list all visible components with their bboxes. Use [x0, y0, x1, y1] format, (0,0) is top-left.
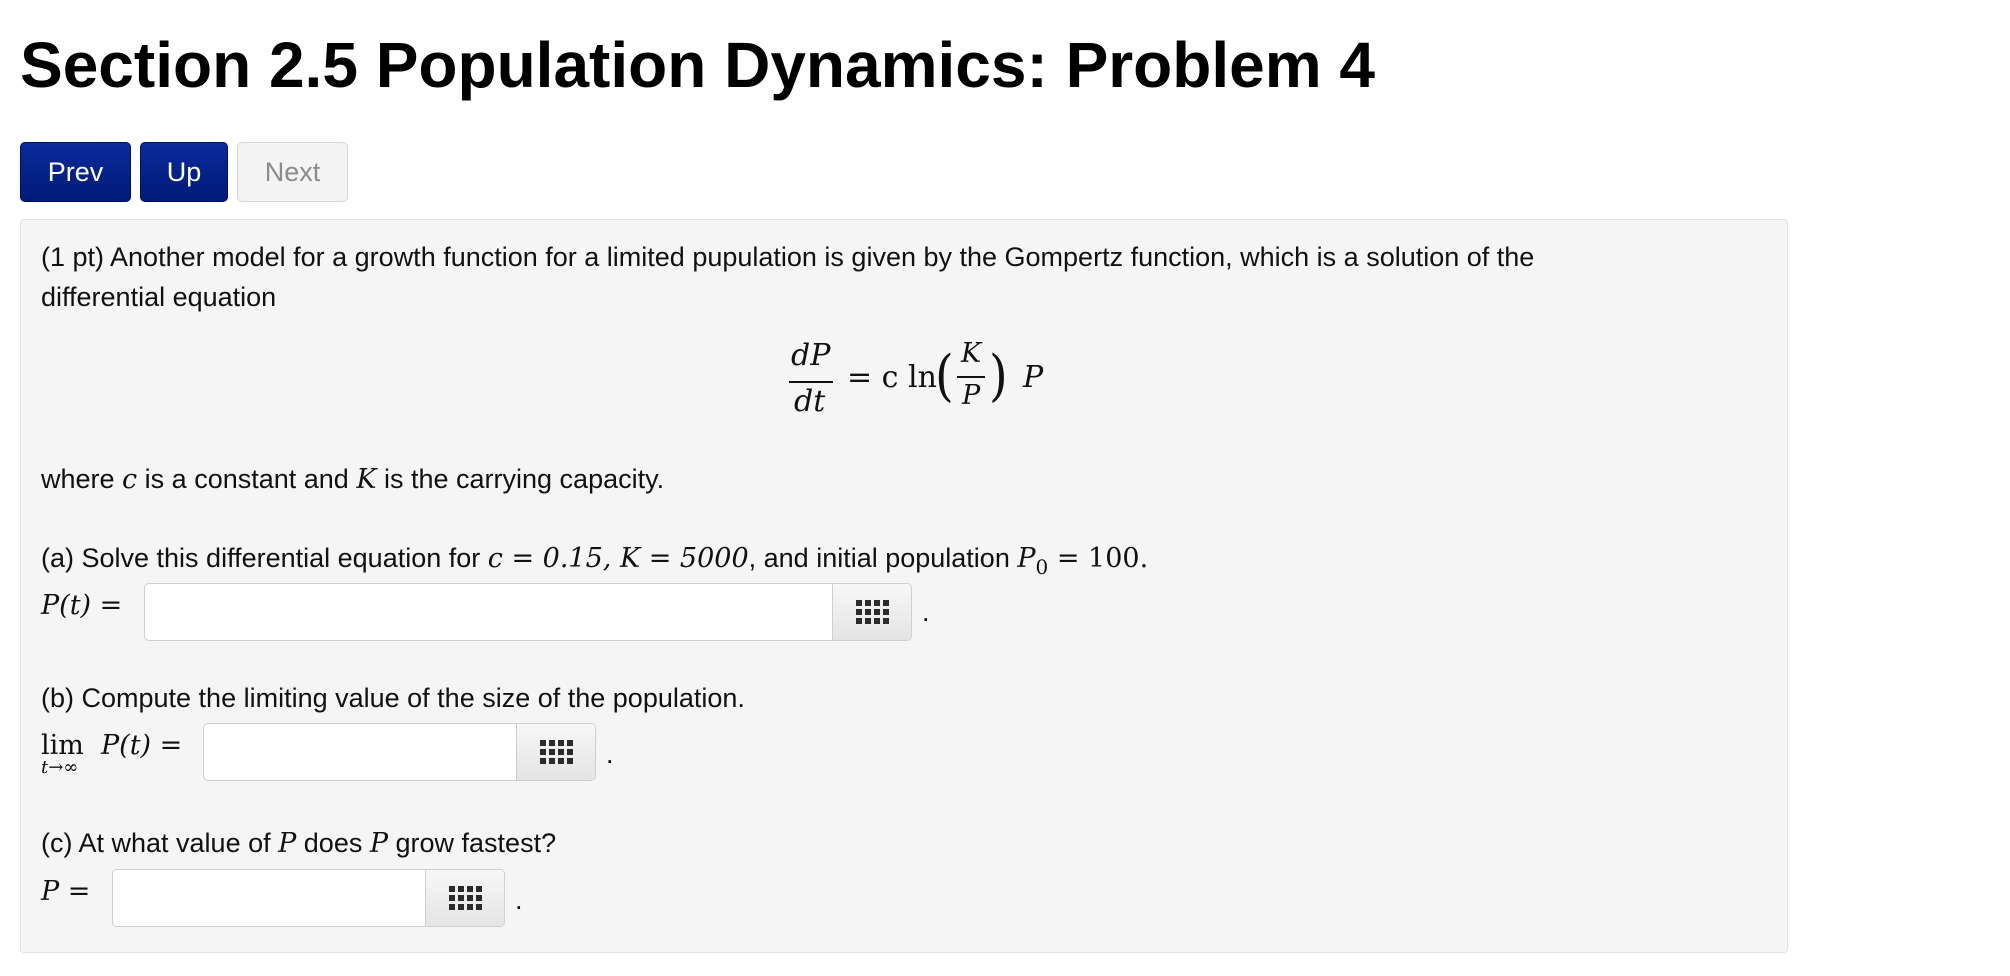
part-a-math-2: = 100. — [1048, 543, 1149, 574]
part-a-text-2: , and initial population — [748, 543, 1018, 573]
problem-intro-line-1: (1 pt) Another model for a growth function for a limited pupulation is given by the Gompertz function, which is a solution of the — [41, 242, 1535, 272]
eq-suffix: P — [1023, 360, 1044, 395]
where-text-1: where — [41, 464, 123, 494]
part-b-lim: lim — [41, 730, 84, 761]
part-c-p-symbol-1: P — [278, 828, 297, 859]
where-text-2: is a constant and — [137, 464, 357, 494]
grid-icon — [449, 886, 482, 910]
part-c-text-2: does — [296, 828, 370, 858]
part-b-answer-input[interactable] — [204, 724, 519, 780]
differential-equation — [761, 338, 1061, 438]
part-a-trailing-period: . — [922, 597, 930, 627]
eq-left-paren: ( — [935, 343, 954, 409]
part-c-answer-label: P = — [41, 876, 91, 907]
eq-right-paren: ) — [989, 343, 1008, 409]
eq-lhs-fraction-bar — [789, 381, 833, 383]
eq-inner-fraction-bar — [957, 376, 985, 378]
part-a-answer-label: P(t) = — [41, 590, 123, 621]
part-a-equation-editor-button[interactable] — [832, 584, 911, 640]
part-c-equation-editor-button[interactable] — [425, 870, 504, 926]
eq-lhs-denominator: dt — [794, 384, 826, 419]
problem-panel — [20, 219, 1788, 953]
where-k-symbol: K — [356, 464, 377, 495]
part-b-answer-label: P(t) = — [101, 730, 183, 761]
eq-inner-denominator: P — [962, 380, 981, 411]
part-a-text-1: (a) Solve this differential equation for — [41, 543, 488, 573]
part-a-answer-box — [144, 583, 912, 641]
part-c-text-1: (c) At what value of — [41, 828, 279, 858]
part-b-trailing-period: . — [606, 739, 614, 769]
next-button[interactable]: Next — [237, 142, 348, 202]
part-c-p-symbol-2: P — [369, 828, 389, 859]
part-c-answer-input[interactable] — [113, 870, 428, 926]
up-button[interactable]: Up — [140, 142, 228, 202]
grid-icon — [540, 740, 573, 764]
eq-inner-numerator: K — [961, 338, 982, 369]
where-c-symbol: c — [122, 464, 138, 495]
where-sentence — [41, 459, 664, 500]
part-b-question: (b) Compute the limiting value of the size of the population. — [41, 683, 745, 713]
grid-icon — [856, 600, 889, 624]
part-a-question — [41, 538, 1148, 587]
part-a-p-subscript: 0 — [1035, 555, 1049, 579]
prev-button[interactable]: Prev — [20, 142, 131, 202]
eq-lhs-numerator: dP — [791, 338, 831, 373]
part-a-p-symbol: P — [1017, 543, 1036, 574]
part-b-answer-box — [203, 723, 596, 781]
part-b-equation-editor-button[interactable] — [516, 724, 595, 780]
problem-intro-line-2: differential equation — [41, 282, 277, 312]
part-c-question — [41, 823, 556, 864]
eq-rhs-prefix: = c ln — [847, 360, 937, 395]
part-b-lim-subscript: t→∞ — [41, 757, 79, 778]
part-c-answer-box — [112, 869, 505, 927]
part-a-answer-input[interactable] — [145, 584, 835, 640]
part-a-math-1: c = 0.15, K = 5000 — [487, 543, 749, 574]
page-title: Section 2.5 Population Dynamics: Problem 4 — [20, 29, 1375, 101]
where-text-3: is the carrying capacity. — [376, 464, 665, 494]
part-c-trailing-period: . — [515, 885, 523, 915]
part-c-text-3: grow fastest? — [388, 828, 557, 858]
